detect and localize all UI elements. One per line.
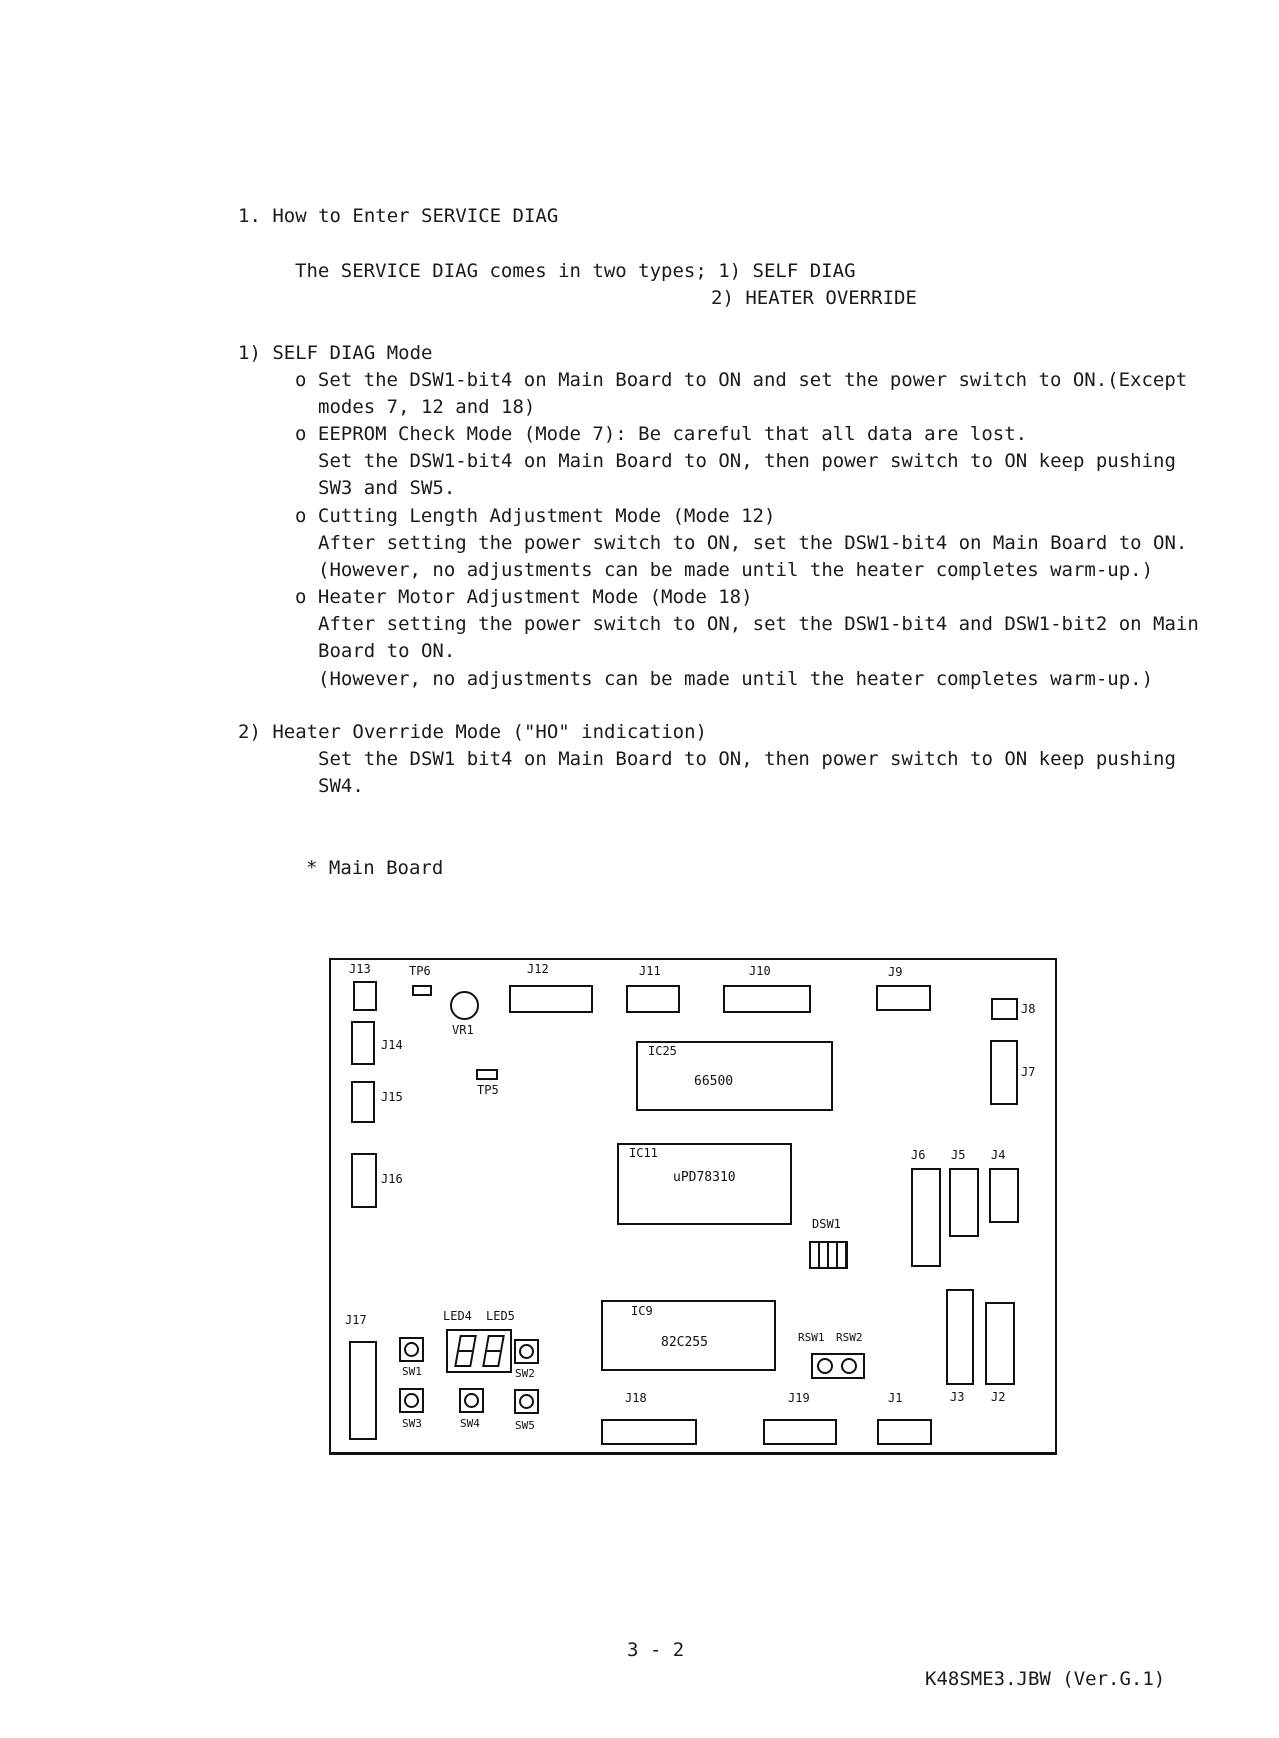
connector-j13 bbox=[353, 981, 377, 1011]
label-ic9-part: 82C255 bbox=[661, 1335, 708, 1350]
connector-j17 bbox=[349, 1341, 377, 1440]
heater-override-line-1: Set the DSW1 bit4 on Main Board to ON, then power switch to ON keep pushing bbox=[318, 748, 1176, 770]
label-j1: J1 bbox=[888, 1391, 903, 1405]
chip-ic9 bbox=[601, 1300, 776, 1371]
test-point-tp6 bbox=[412, 985, 432, 996]
label-rsw1: RSW1 bbox=[798, 1331, 825, 1344]
label-j8: J8 bbox=[1021, 1002, 1036, 1016]
label-j15: J15 bbox=[381, 1090, 403, 1104]
connector-j2 bbox=[985, 1302, 1015, 1385]
label-sw2: SW2 bbox=[515, 1367, 535, 1380]
label-j16: J16 bbox=[381, 1172, 403, 1186]
connector-j5 bbox=[949, 1168, 979, 1237]
label-ic11-part: uPD78310 bbox=[673, 1170, 736, 1185]
label-j11: J11 bbox=[639, 964, 661, 978]
led4-digit-icon bbox=[454, 1335, 477, 1367]
connector-j4 bbox=[989, 1168, 1019, 1223]
label-j19: J19 bbox=[788, 1391, 810, 1405]
connector-j19 bbox=[763, 1419, 837, 1445]
self-diag-item: o Cutting Length Adjustment Mode (Mode 12) bbox=[295, 505, 776, 527]
board-caption: * Main Board bbox=[306, 857, 444, 879]
trimmer-vr1 bbox=[450, 991, 479, 1020]
label-vr1: VR1 bbox=[452, 1023, 474, 1037]
self-diag-item: o Set the DSW1-bit4 on Main Board to ON and set the power switch to ON.(Except bbox=[295, 369, 1188, 391]
label-rsw2: RSW2 bbox=[836, 1331, 863, 1344]
label-ic9: IC9 bbox=[631, 1304, 653, 1318]
label-j3: J3 bbox=[950, 1390, 965, 1404]
label-j7: J7 bbox=[1021, 1065, 1036, 1079]
dip-switch-dsw1 bbox=[809, 1241, 848, 1269]
connector-j18 bbox=[601, 1419, 697, 1445]
main-board-diagram bbox=[329, 958, 1057, 1455]
connector-j3 bbox=[946, 1289, 974, 1385]
connector-j11 bbox=[626, 985, 680, 1013]
intro-line-2: 2) HEATER OVERRIDE bbox=[711, 287, 917, 309]
rsw2-icon bbox=[841, 1358, 857, 1374]
self-diag-item: Set the DSW1-bit4 on Main Board to ON, then power switch to ON keep pushing bbox=[318, 450, 1176, 472]
page-number: 3 - 2 bbox=[627, 1639, 685, 1661]
label-j4: J4 bbox=[991, 1148, 1006, 1162]
chip-ic11 bbox=[617, 1143, 792, 1225]
label-sw1: SW1 bbox=[402, 1365, 422, 1378]
label-sw3: SW3 bbox=[402, 1417, 422, 1430]
document-reference: K48SME3.JBW (Ver.G.1) bbox=[925, 1668, 1166, 1690]
label-ic25-part: 66500 bbox=[694, 1074, 734, 1089]
label-led4: LED4 bbox=[443, 1309, 472, 1323]
label-j6: J6 bbox=[911, 1148, 926, 1162]
rotary-switches bbox=[811, 1353, 865, 1379]
label-led5: LED5 bbox=[486, 1309, 515, 1323]
self-diag-item: modes 7, 12 and 18) bbox=[318, 396, 536, 418]
switch-sw4 bbox=[459, 1388, 484, 1413]
switch-sw5 bbox=[514, 1389, 539, 1414]
heater-override-line-2: SW4. bbox=[318, 775, 364, 797]
connector-j9 bbox=[876, 985, 931, 1011]
connector-j10 bbox=[723, 985, 811, 1013]
intro-line-1: The SERVICE DIAG comes in two types; 1) SELF DIAG bbox=[295, 260, 856, 282]
switch-sw1 bbox=[399, 1337, 424, 1362]
label-ic25: IC25 bbox=[648, 1044, 677, 1058]
label-j14: J14 bbox=[381, 1038, 403, 1052]
label-j18: J18 bbox=[625, 1391, 647, 1405]
self-diag-item: (However, no adjustments can be made until the heater completes warm-up.) bbox=[318, 559, 1154, 581]
label-tp6: TP6 bbox=[409, 964, 431, 978]
self-diag-heading: 1) SELF DIAG Mode bbox=[238, 342, 433, 364]
self-diag-item: o Heater Motor Adjustment Mode (Mode 18) bbox=[295, 586, 753, 608]
label-j17: J17 bbox=[345, 1313, 367, 1327]
chip-ic25 bbox=[636, 1041, 833, 1111]
switch-sw2 bbox=[514, 1339, 539, 1364]
section-title: 1. How to Enter SERVICE DIAG bbox=[238, 205, 559, 227]
led-display bbox=[446, 1329, 512, 1373]
label-j12: J12 bbox=[527, 962, 549, 976]
self-diag-item: After setting the power switch to ON, set the DSW1-bit4 on Main Board to ON. bbox=[318, 532, 1188, 554]
self-diag-item: o EEPROM Check Mode (Mode 7): Be careful that all data are lost. bbox=[295, 423, 1028, 445]
self-diag-item: SW3 and SW5. bbox=[318, 477, 456, 499]
label-dsw1: DSW1 bbox=[812, 1217, 841, 1231]
label-sw4: SW4 bbox=[460, 1417, 480, 1430]
label-j10: J10 bbox=[749, 964, 771, 978]
self-diag-item: After setting the power switch to ON, set the DSW1-bit4 and DSW1-bit2 on Main bbox=[318, 613, 1199, 635]
label-j13: J13 bbox=[349, 962, 371, 976]
connector-j8 bbox=[991, 998, 1018, 1020]
label-j2: J2 bbox=[991, 1390, 1006, 1404]
self-diag-item: Board to ON. bbox=[318, 640, 456, 662]
connector-j12 bbox=[509, 985, 593, 1013]
self-diag-item: (However, no adjustments can be made until the heater completes warm-up.) bbox=[318, 668, 1154, 690]
connector-j6 bbox=[911, 1168, 941, 1267]
heater-override-heading: 2) Heater Override Mode ("HO" indication) bbox=[238, 721, 707, 743]
rsw1-icon bbox=[817, 1358, 833, 1374]
label-sw5: SW5 bbox=[515, 1419, 535, 1432]
connector-j1 bbox=[877, 1419, 932, 1445]
connector-j16 bbox=[351, 1153, 377, 1208]
label-j5: J5 bbox=[951, 1148, 966, 1162]
connector-j7 bbox=[990, 1040, 1018, 1105]
switch-sw3 bbox=[399, 1388, 424, 1413]
label-j9: J9 bbox=[888, 965, 903, 979]
label-ic11: IC11 bbox=[629, 1146, 658, 1160]
connector-j15 bbox=[351, 1081, 375, 1123]
label-tp5: TP5 bbox=[477, 1083, 499, 1097]
led5-digit-icon bbox=[482, 1335, 505, 1367]
connector-j14 bbox=[351, 1021, 375, 1065]
test-point-tp5 bbox=[476, 1069, 498, 1080]
